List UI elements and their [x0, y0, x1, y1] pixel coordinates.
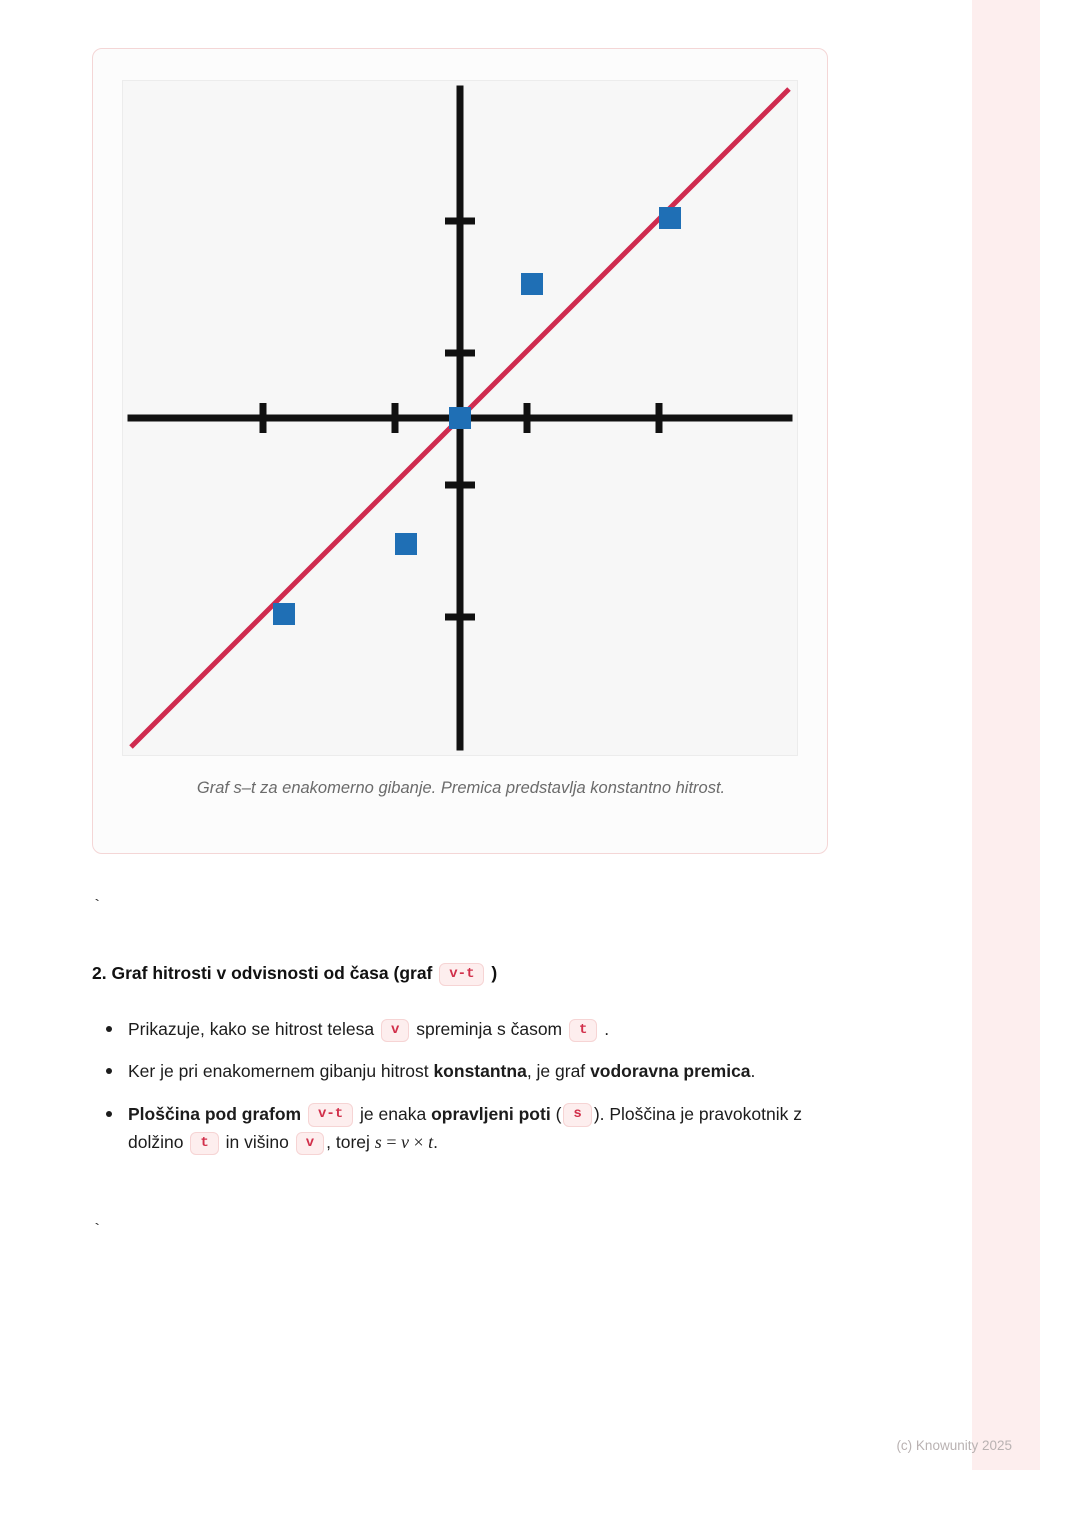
figure-caption: Graf s–t za enakomerno gibanje. Premica predstavlja konstantno hitrost.	[196, 779, 726, 797]
bullet-3-text-6: .	[433, 1132, 439, 1153]
bullet-2-text-3: .	[750, 1061, 756, 1082]
bullet-2-bold-2: vodoravna premica	[590, 1061, 751, 1082]
figure-card	[92, 48, 828, 854]
formula-times: ×	[408, 1132, 429, 1153]
bullet-3-bold-1: Ploščina pod grafom	[128, 1103, 302, 1124]
bullet-3-text-5: , torej	[326, 1132, 370, 1153]
bullet-2-text-1: Ker je pri enakomernem gibanju hitrost	[128, 1061, 429, 1082]
bullet-3-text-2: (	[555, 1103, 562, 1124]
graph-plot-area	[122, 80, 798, 756]
bullet-1-text-2: spreminja s časom	[416, 1019, 563, 1039]
list-item	[92, 1015, 812, 1043]
bullet-3-text-1: je enaka	[360, 1103, 427, 1124]
bullet-1-text-3: .	[604, 1019, 610, 1039]
section-title-text: Graf hitrosti v odvisnosti od časa (graf	[111, 963, 433, 983]
code-chip-vt-heading: v-t	[439, 963, 484, 987]
section-number: 2.	[92, 963, 107, 983]
footer-credit: (c) Knowunity 2025	[896, 1438, 1012, 1453]
bullet-list	[92, 1015, 812, 1171]
page-side-band-edge	[1040, 0, 1080, 1470]
bullet-1-text-1: Prikazuje, kako se hitrost telesa	[128, 1019, 375, 1039]
code-fence-mark-bottom: `	[92, 1222, 103, 1241]
code-chip-t-1: t	[569, 1019, 597, 1043]
bullet-3-bold-2: opravljeni poti	[431, 1103, 551, 1124]
formula-t: t	[428, 1132, 434, 1153]
formula-s: s	[374, 1132, 382, 1153]
st-graph-svg	[123, 81, 797, 755]
bullet-2-bold-1: konstantna	[433, 1061, 527, 1082]
code-chip-t-2: t	[190, 1132, 218, 1156]
formula-equals: =	[381, 1132, 401, 1153]
list-item	[92, 1100, 812, 1158]
code-chip-v-2: v	[296, 1132, 324, 1156]
section-title-close: )	[491, 963, 498, 983]
code-chip-v-1: v	[381, 1019, 409, 1043]
code-chip-s: s	[563, 1103, 591, 1127]
bullet-3-text-3: ). Ploščina je pravokotnik z dolžino	[128, 1103, 802, 1153]
code-fence-mark-top: `	[92, 898, 103, 917]
code-chip-vt-2: v-t	[308, 1103, 353, 1127]
list-item	[92, 1057, 812, 1085]
bullet-3-text-4: in višino	[225, 1132, 289, 1153]
bullet-2-text-2: , je graf	[526, 1061, 586, 1082]
formula-v: v	[400, 1132, 409, 1153]
section-heading	[92, 960, 892, 986]
